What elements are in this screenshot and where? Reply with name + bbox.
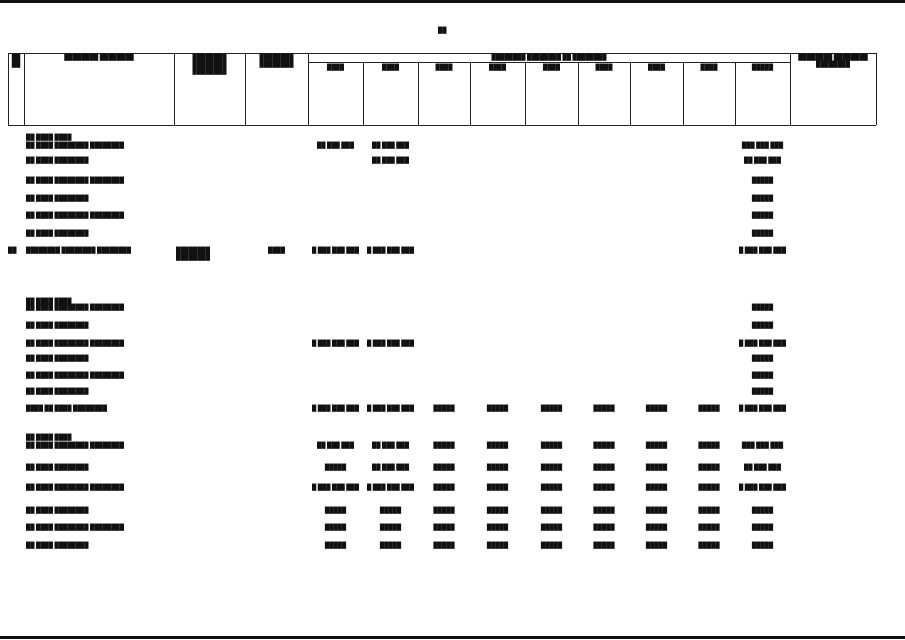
- row-value-cell: █ ███ ███ ███: [311, 406, 359, 412]
- row-value-cell: █████: [433, 406, 455, 412]
- row-value-cell: █████: [698, 543, 720, 549]
- row-term: ████: [267, 248, 285, 254]
- row-value-cell: █████: [486, 485, 509, 491]
- row-value-cell: █████: [324, 508, 347, 514]
- row-label: ██ ████ ████████ ████████: [26, 373, 125, 379]
- vline-8: [525, 62, 526, 125]
- vline-3: [245, 53, 246, 125]
- row-value-cell: █████: [751, 508, 774, 514]
- row-value-cell: █████: [433, 508, 455, 514]
- year-col: ████: [435, 65, 453, 71]
- row-value-cell: █ ███ ███ ███: [738, 341, 786, 347]
- row-value-cell: ██ ███ ███: [316, 143, 354, 149]
- row-value-cell: █ ███ ███ ███: [366, 341, 414, 347]
- row-value-cell: █████: [540, 465, 563, 471]
- row-label: ██ ████ ████████ ████████: [26, 305, 125, 311]
- row-value-cell: ██ ███ ███: [316, 443, 354, 449]
- row-label: ██ ████ ████████: [26, 158, 89, 164]
- row-number: ██: [8, 248, 17, 254]
- header-top-line: [8, 53, 876, 54]
- row-value-cell: █████: [486, 525, 509, 531]
- row-value-cell: █████: [486, 406, 509, 412]
- row-label: ██ ████ ████████ ████████: [26, 341, 125, 347]
- row-value-cell: ██ ███ ███: [743, 465, 781, 471]
- vline-5: [363, 62, 364, 125]
- row-value-cell: █████: [379, 525, 402, 531]
- row-owner: ████████ ████████: [176, 248, 211, 261]
- row-value-cell: █████: [540, 443, 563, 449]
- row-value-cell: █ ███ ███ ███: [366, 406, 414, 412]
- row-value-cell: █████: [751, 373, 774, 379]
- vline-2: [174, 53, 175, 125]
- row-label: ██ ████ ████████: [26, 356, 89, 362]
- row-label: ██ ████ ████: [26, 135, 72, 141]
- row-value-cell: █████: [645, 525, 668, 531]
- row-value-cell: █████: [593, 406, 615, 412]
- vline-4: [308, 53, 309, 125]
- header-col-owner: ████████ ████████ ████████: [192, 55, 227, 75]
- row-label: ████ ██ ████ ████████: [26, 406, 108, 412]
- row-value-cell: █████: [324, 525, 347, 531]
- row-value-cell: █████: [433, 543, 455, 549]
- row-value-cell: █████: [751, 356, 774, 362]
- vline-12: [735, 62, 736, 125]
- header-bottom-line: [8, 125, 876, 126]
- row-value-cell: █████: [751, 525, 774, 531]
- row-value-cell: █████: [593, 508, 615, 514]
- row-value-cell: ███ ███ ███: [741, 443, 784, 449]
- row-label: ██ ████ ████████: [26, 389, 89, 395]
- bottom-border: [0, 636, 905, 639]
- row-value-cell: █████: [433, 485, 455, 491]
- vline-11: [683, 62, 684, 125]
- row-label: ██ ████ ████████ ████████: [26, 143, 125, 149]
- row-value-cell: █████: [698, 406, 720, 412]
- row-value-cell: ██ ███ ███: [371, 443, 409, 449]
- year-col: ████: [488, 65, 506, 71]
- year-col: ████: [381, 65, 399, 71]
- header-col-num: ██ ██: [11, 55, 21, 68]
- row-value-cell: █████: [540, 485, 563, 491]
- year-col: ████: [700, 65, 718, 71]
- row-value-cell: █ ███ ███ ███: [366, 248, 414, 254]
- header-col-finance: ████████ ████████ ██ ████████: [491, 55, 607, 61]
- row-value-cell: █████: [751, 323, 774, 329]
- row-label: ██ ████ ████: [26, 435, 72, 441]
- row-value-cell: █ ███ ███ ███: [738, 406, 786, 412]
- row-label: ██ ████ ████████ ████████: [26, 213, 125, 219]
- row-value-cell: █████: [324, 465, 347, 471]
- row-label: ██ ████ ████████: [26, 543, 89, 549]
- row-value-cell: █████: [486, 465, 509, 471]
- row-value-cell: █ ███ ███ ███: [738, 248, 786, 254]
- row-value-cell: █████: [486, 443, 509, 449]
- row-value-cell: ██ ███ ███: [371, 465, 409, 471]
- row-value-cell: █████: [324, 543, 347, 549]
- row-value-cell: █████: [593, 465, 615, 471]
- row-label: ██ ████ ████████ ████████: [26, 443, 125, 449]
- row-value-cell: █████: [698, 485, 720, 491]
- row-value-cell: █████: [751, 543, 774, 549]
- year-col: █████: [751, 65, 774, 71]
- row-value-cell: ██ ███ ███: [371, 158, 409, 164]
- year-col: ████: [647, 65, 665, 71]
- row-value-cell: █████: [645, 485, 668, 491]
- header-col-indicator: ████████ ████████ ████████: [798, 55, 868, 68]
- row-value-cell: █████: [645, 443, 668, 449]
- row-value-cell: █████: [486, 543, 509, 549]
- vline-14: [876, 53, 877, 125]
- row-value-cell: ██ ███ ███: [743, 158, 781, 164]
- row-value-cell: █████: [540, 525, 563, 531]
- row-value-cell: █ ███ ███ ███: [366, 485, 414, 491]
- row-value-cell: █████: [751, 389, 774, 395]
- row-value-cell: █████: [433, 525, 455, 531]
- vline-1: [24, 53, 25, 125]
- row-value-cell: █████: [540, 508, 563, 514]
- row-value-cell: █████: [486, 508, 509, 514]
- vline-7: [470, 62, 471, 125]
- vline-13: [790, 53, 791, 125]
- row-value-cell: █ ███ ███ ███: [738, 485, 786, 491]
- row-value-cell: █████: [379, 508, 402, 514]
- row-label: ██ ████ ████████: [26, 196, 89, 202]
- row-label: ██ ████ ████████ ████████: [26, 178, 125, 184]
- year-col: ████: [595, 65, 613, 71]
- row-label: ████████ ████████ ████████: [26, 248, 132, 254]
- row-value-cell: █████: [645, 465, 668, 471]
- row-value-cell: █████: [751, 305, 774, 311]
- row-value-cell: █ ███ ███ ███: [311, 485, 359, 491]
- year-col: ████: [326, 65, 344, 71]
- row-value-cell: █████: [433, 443, 455, 449]
- row-value-cell: █████: [379, 543, 402, 549]
- row-value-cell: █████: [751, 231, 774, 237]
- row-label: ██ ████ ████: [26, 299, 72, 305]
- vline-10: [630, 62, 631, 125]
- row-label: ██ ████ ████████: [26, 508, 89, 514]
- finance-subline: [308, 62, 790, 63]
- row-label: ██ ████ ████████: [26, 465, 89, 471]
- row-value-cell: █████: [698, 443, 720, 449]
- page-number: ██: [438, 28, 447, 34]
- header-col-name: ████████ ████████: [64, 55, 134, 61]
- row-value-cell: █████: [751, 196, 774, 202]
- row-value-cell: █████: [593, 443, 615, 449]
- row-value-cell: █████: [593, 543, 615, 549]
- header-col-term: ████████ ████████: [259, 55, 294, 68]
- row-value-cell: █████: [645, 543, 668, 549]
- row-label: ██ ████ ████████ ████████: [26, 485, 125, 491]
- top-border: [0, 0, 905, 3]
- row-value-cell: █████: [698, 465, 720, 471]
- row-label: ██ ████ ████████: [26, 323, 89, 329]
- row-value-cell: █████: [433, 465, 455, 471]
- row-value-cell: █████: [540, 406, 563, 412]
- row-value-cell: ██ ███ ███: [371, 143, 409, 149]
- vline-9: [578, 62, 579, 125]
- year-col: ████: [542, 65, 560, 71]
- row-value-cell: █████: [593, 525, 615, 531]
- row-value-cell: █ ███ ███ ███: [311, 248, 359, 254]
- row-value-cell: █████: [698, 525, 720, 531]
- vline-6: [418, 62, 419, 125]
- row-value-cell: ███ ███ ███: [741, 143, 784, 149]
- row-label: ██ ████ ████████: [26, 231, 89, 237]
- row-value-cell: █████: [751, 178, 774, 184]
- row-value-cell: █████: [540, 543, 563, 549]
- row-label: ██ ████ ████████ ████████: [26, 525, 125, 531]
- row-value-cell: █ ███ ███ ███: [311, 341, 359, 347]
- row-value-cell: █████: [593, 485, 615, 491]
- row-value-cell: █████: [645, 508, 668, 514]
- row-value-cell: █████: [645, 406, 668, 412]
- row-value-cell: █████: [698, 508, 720, 514]
- row-value-cell: █████: [751, 213, 774, 219]
